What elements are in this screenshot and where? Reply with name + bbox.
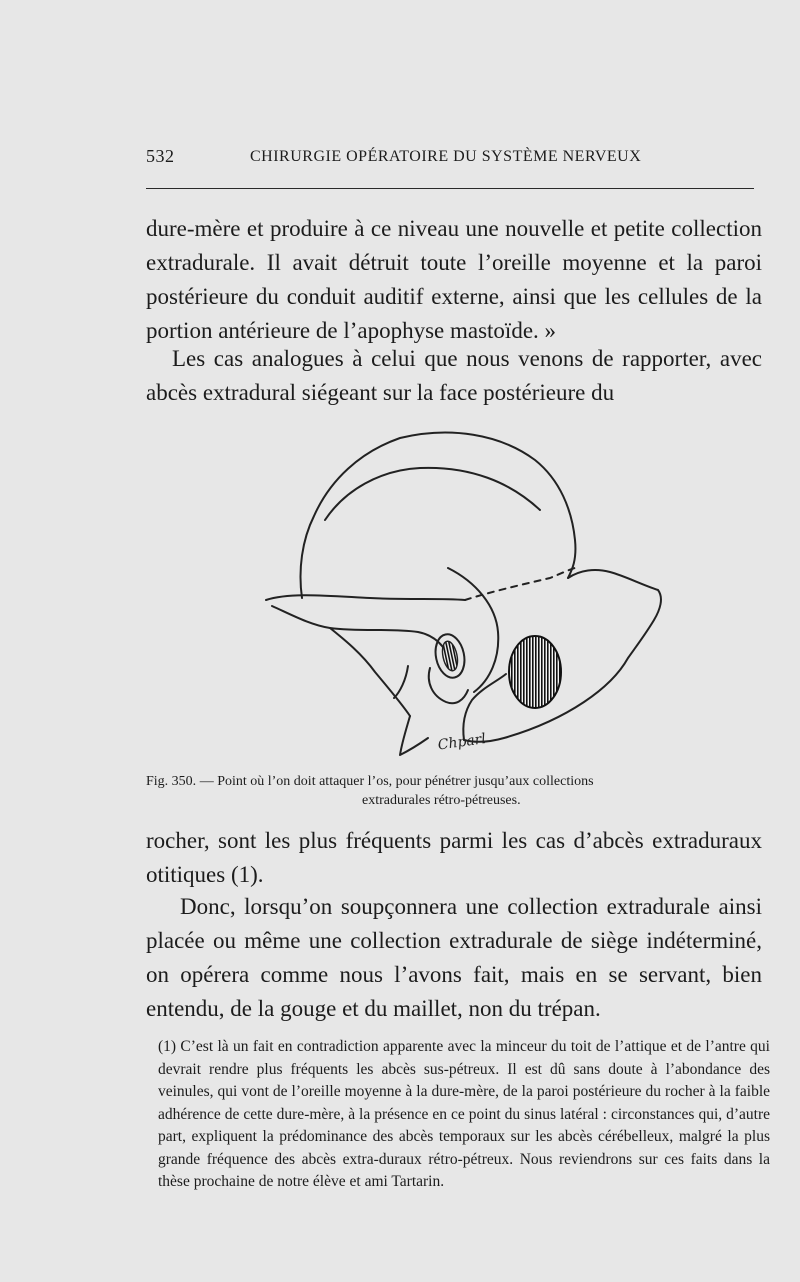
ear-crease (394, 666, 408, 698)
paragraph-1: dure-mère et produire à ce niveau une nouvelle et petite collection extradurale. Il avait détruit toute l’oreille moyenne et la paroi postérieure du conduit auditif externe, ainsi que les cellules de la portion antérieure de l’apophyse mastoïde. » (146, 216, 762, 343)
figure-label: Fig. 350. (146, 774, 197, 789)
styloid-process (400, 716, 428, 755)
artist-signature: Chparl (436, 731, 487, 754)
paragraph-3: rocher, sont les plus fréquents parmi les cas d’abcès extraduraux otitiques (1). (146, 828, 762, 887)
caption-line-1: — Point où l’on doit attaquer l’os, pour pénétrer jusqu’aux collections (199, 774, 594, 789)
footnote: (1) C’est là un fait en contradiction apparente avec la minceur du toit de l’attique et de l’antre qui devrait rendre plus fréquents les abcès sus-pétreux. Il est dû sans doute à l’abondance des veinules, qui vont de l’oreille moyenne à la dure-mère, de la paroi postérieure du rocher à la faible adhérence de cette dure-mère, à la présence en ce point du sinus latéral : circonstances qui, d’autre part, expliquent la prédominance des abcès temporaux sur les abcès cérébelleux, malgré la plus grande fréquence des abcès extra-duraux rétro-pétreux. Nous reviendrons sur ces faits dans la thèse prochaine de notre élève et ami Tartarin. (158, 1038, 770, 1190)
zygomatic-arch (266, 595, 465, 600)
header-rule (146, 188, 754, 189)
ear-fold (429, 668, 468, 703)
petrous-ridge (463, 674, 506, 740)
mastoid-outline (330, 628, 410, 716)
paragraph-4: Donc, lorsqu’on soupçonnera une collection extradurale ainsi placée ou même une collection extradurale de siège indéterminé, on opérera comme nous l’avons fait, mais en se servant, bien entendu, de la gouge et du maillet, non du trépan. (146, 894, 762, 1021)
skull-base-curve (448, 568, 498, 692)
paragraph-2: Les cas analogues à celui que nous venons de rapporter, avec abcès extradural siégeant sur la face postérieure du (146, 346, 762, 405)
skull-vault-outline (301, 433, 576, 598)
page-number: 532 (146, 146, 175, 166)
trephine-target-spot (509, 636, 561, 708)
zygomatic-lower (272, 606, 452, 668)
caption-line-2: extradurales rétro-pétreuses. (362, 793, 521, 808)
skull-illustration (250, 420, 680, 770)
page-header (146, 146, 754, 172)
running-title: CHIRURGIE OPÉRATOIRE DU SYSTÈME NERVEUX (250, 148, 642, 165)
temporal-line (325, 468, 540, 520)
ear-canal-hole (440, 640, 460, 672)
occipital-outline (464, 570, 661, 742)
figure-caption (146, 772, 766, 810)
skull-figure (250, 420, 680, 770)
